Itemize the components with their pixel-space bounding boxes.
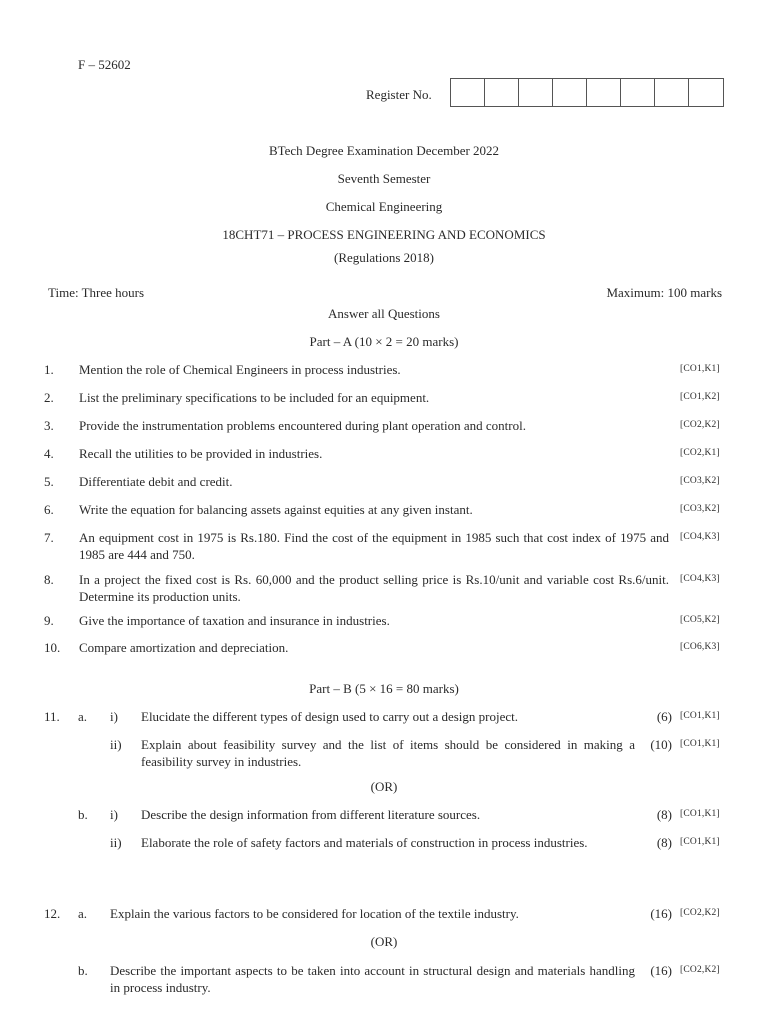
question-part-label: b.	[78, 807, 88, 822]
subpart-label: i)	[110, 709, 118, 724]
semester: Seventh Semester	[337, 171, 431, 186]
question-text: Explain the various factors to be considered for location of the textile industry.	[110, 906, 519, 921]
regulations: (Regulations 2018)	[333, 250, 434, 265]
register-number-boxes	[450, 78, 724, 107]
question-text: Write the equation for balancing assets against equities at any given instant.	[79, 502, 473, 517]
question-text: Describe the design information from different literature sources.	[141, 807, 481, 822]
question-number: 9.	[44, 613, 54, 628]
register-digit-box	[451, 79, 485, 106]
question-number: 4.	[44, 446, 54, 461]
co-tag: [CO2,K2]	[680, 965, 720, 975]
register-digit-box	[519, 79, 553, 106]
register-digit-box	[485, 79, 519, 106]
question-number: 10.	[44, 640, 61, 655]
question-text: Elucidate the different types of design used to carry out a design project.	[141, 709, 518, 724]
question-text: Recall the utilities to be provided in industries.	[79, 446, 323, 461]
co-tag: [CO2,K2]	[680, 420, 720, 430]
subpart-label: i)	[110, 807, 118, 822]
register-digit-box	[553, 79, 587, 106]
paper-code: F – 52602	[78, 57, 131, 72]
question-number: 11.	[44, 709, 60, 724]
register-digit-box	[689, 79, 723, 106]
or-separator: (OR)	[370, 779, 398, 794]
co-tag: [CO1,K1]	[680, 711, 720, 721]
question-number: 12.	[44, 906, 61, 921]
question-text: Differentiate debit and credit.	[79, 474, 233, 489]
marks: (6)	[656, 709, 672, 724]
department: Chemical Engineering	[325, 199, 443, 214]
course-title: 18CHT71 – PROCESS ENGINEERING AND ECONOMICS	[222, 227, 546, 242]
or-separator: (OR)	[370, 934, 398, 949]
question-text: Explain about feasibility survey and the list of items should be considered in making a feasibility survey in industries.	[141, 737, 635, 769]
co-tag: [CO1,K1]	[680, 837, 720, 847]
instruction: Answer all Questions	[328, 306, 440, 321]
question-text: In a project the fixed cost is Rs. 60,000 and the product selling price is Rs.10/unit and variable cost Rs.6/unit. Determine its production units.	[79, 572, 669, 604]
question-text: Provide the instrumentation problems encountered during plant operation and control.	[79, 418, 526, 433]
co-tag: [CO1,K1]	[680, 809, 720, 819]
register-number-label: Register No.	[366, 87, 432, 102]
part-a-title: Part – A (10 × 2 = 20 marks)	[309, 334, 459, 349]
marks: (10)	[650, 737, 672, 752]
co-tag: [CO5,K2]	[680, 615, 720, 625]
question-text: Mention the role of Chemical Engineers in process industries.	[79, 362, 401, 377]
question-number: 1.	[44, 362, 54, 377]
co-tag: [CO1,K1]	[680, 364, 720, 374]
question-text: Describe the important aspects to be taken into account in structural design and materials handling in process industry.	[110, 963, 635, 995]
co-tag: [CO3,K2]	[680, 504, 720, 514]
question-part-label: a.	[78, 906, 88, 921]
part-b-title: Part – B (5 × 16 = 80 marks)	[309, 681, 459, 696]
co-tag: [CO1,K1]	[680, 739, 720, 749]
question-text: List the preliminary specifications to be included for an equipment.	[79, 390, 430, 405]
register-digit-box	[587, 79, 621, 106]
question-number: 6.	[44, 502, 54, 517]
subpart-label: ii)	[110, 835, 122, 850]
question-number: 7.	[44, 530, 54, 545]
register-digit-box	[655, 79, 689, 106]
register-digit-box	[621, 79, 655, 106]
marks: (16)	[650, 906, 672, 921]
co-tag: [CO4,K3]	[680, 574, 720, 584]
co-tag: [CO6,K3]	[680, 642, 720, 652]
marks: (16)	[650, 963, 672, 978]
co-tag: [CO1,K2]	[680, 392, 720, 402]
question-text: Compare amortization and depreciation.	[79, 640, 289, 655]
question-text: An equipment cost in 1975 is Rs.180. Find the cost of the equipment in 1985 such that cost index of 1975 and 1985 are 444 and 750.	[79, 530, 669, 562]
co-tag: [CO2,K2]	[680, 908, 720, 918]
question-text: Elaborate the role of safety factors and materials of construction in process industries.	[141, 835, 588, 850]
marks: (8)	[656, 835, 672, 850]
question-number: 8.	[44, 572, 54, 587]
question-number: 3.	[44, 418, 54, 433]
exam-title: BTech Degree Examination December 2022	[268, 143, 500, 158]
exam-duration: Time: Three hours	[48, 285, 145, 300]
co-tag: [CO3,K2]	[680, 476, 720, 486]
subpart-label: ii)	[110, 737, 122, 752]
maximum-marks: Maximum: 100 marks	[606, 285, 722, 300]
question-number: 2.	[44, 390, 54, 405]
question-number: 5.	[44, 474, 54, 489]
co-tag: [CO4,K3]	[680, 532, 720, 542]
question-part-label: b.	[78, 963, 88, 978]
question-text: Give the importance of taxation and insurance in industries.	[79, 613, 390, 628]
marks: (8)	[656, 807, 672, 822]
question-part-label: a.	[78, 709, 88, 724]
co-tag: [CO2,K1]	[680, 448, 720, 458]
